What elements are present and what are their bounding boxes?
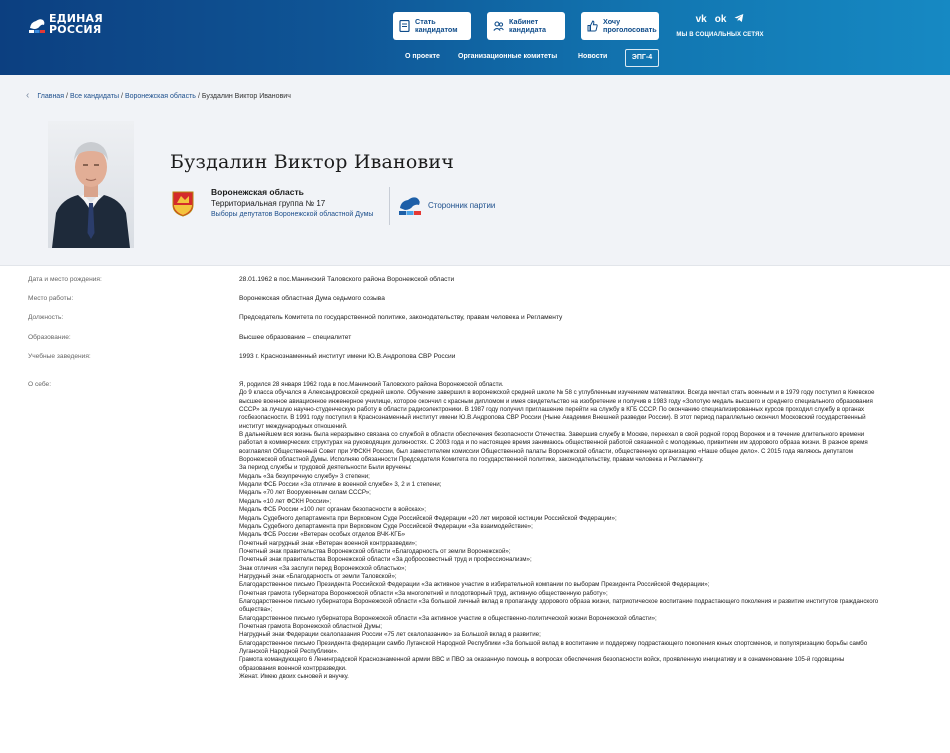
detail-key: Должность: bbox=[28, 314, 64, 321]
about-line: Почетная грамота Воронежской областной Думы; bbox=[239, 622, 382, 630]
detail-key: Дата и место рождения: bbox=[28, 276, 102, 283]
detail-key: Место работы: bbox=[28, 295, 74, 302]
vk-icon[interactable]: vk bbox=[695, 14, 707, 25]
region-coat-of-arms-icon bbox=[172, 191, 194, 217]
about-line: Почетный нагрудный знак «Ветеран военной контрразведки»; bbox=[239, 539, 417, 547]
about-line: Нагрудный знак Федерации скалолазания России «75 лет скалолазанию» за Большой вклад в развитие; bbox=[239, 631, 541, 639]
document-icon bbox=[399, 20, 410, 32]
about-text bbox=[239, 381, 879, 681]
about-line: Медаль «70 лет Вооруженным силам СССР»; bbox=[239, 489, 371, 497]
party-status bbox=[398, 194, 495, 216]
candidate-photo bbox=[48, 121, 134, 248]
users-icon bbox=[493, 20, 504, 32]
party-logo[interactable] bbox=[28, 12, 103, 38]
candidate-cabinet-label: Кабинет кандидата bbox=[509, 17, 546, 34]
divider bbox=[389, 187, 390, 225]
logo-line-2: РОССИЯ bbox=[49, 23, 102, 36]
want-to-vote-button[interactable] bbox=[581, 12, 659, 40]
detail-key: Образование: bbox=[28, 334, 71, 341]
breadcrumb: ‹ Главная / Все кандидаты / Воронежская область / Буздалин Виктор Иванович bbox=[26, 90, 291, 101]
want-to-vote-label: Хочу проголосовать bbox=[603, 17, 657, 34]
detail-value: 1993 г. Краснознаменный институт имени Ю.В.Андропова СВР России bbox=[239, 353, 456, 360]
about-line: До 9 класса обучался в Александровской средней школе. Обучение завершил в воронежской средней школе № 58 с углубленным изучением математики. Всегда мечтал стать военным и в 1979 году поступил в Киевское высшее военное авиационное инженерное училище, которое окончил с красным дипломом и имея свидетельство на изобретение и получив в 1983 году «Золотую медаль высшего и среднего специального образования СССР» за лучшую научно-студенческую работу в области радиоэлектроники. В 1987 году получил приглашение перейти на службу в КГБ СССР. По окончанию специализированных курсов проходил службу в органах госбезопасности. В 1991 году поступил в Краснознаменный институт имени Ю.В.Андропова СВР России (Ныне Академия Внешней разведки России). В этот период параллельно окончил Московский государственный институт международных отношений. bbox=[239, 389, 875, 430]
breadcrumb-region[interactable]: Воронежская область bbox=[124, 92, 196, 100]
about-line: За период службы и трудовой деятельности Были вручены: bbox=[239, 464, 412, 472]
about-line: Медали ФСБ России «За отличие в военной службе» 3, 2 и 1 степени; bbox=[239, 481, 442, 489]
site-header bbox=[0, 0, 950, 75]
party-status-label: Сторонник партии bbox=[428, 200, 496, 210]
nav-item-news[interactable]: Новости bbox=[578, 53, 608, 60]
candidate-name: Буздалин Виктор Иванович bbox=[170, 151, 455, 173]
about-line: Грамота командующего 6 Ленинградской Краснознаменной армии ВВС и ПВО за оказанную помощь в вопросах обеспечения безопасности войск, проявленную инициативу и в ознаменование 105-й годовщины образования военной контрразведки. bbox=[239, 656, 845, 672]
candidate-group: Территориальная группа № 17 bbox=[211, 199, 326, 208]
odnoklassniki-icon[interactable]: ok bbox=[714, 14, 727, 25]
bear-logo-icon bbox=[28, 14, 46, 34]
social-caption: МЫ В СОЦИАЛЬНЫХ СЕТЯХ bbox=[676, 32, 764, 38]
breadcrumb-current: Буздалин Виктор Иванович bbox=[201, 92, 291, 100]
candidate-election-link[interactable]: Выборы депутатов Воронежской областной Думы bbox=[211, 211, 374, 218]
back-chevron-icon[interactable]: ‹ bbox=[26, 90, 30, 101]
about-line: Нагрудный знак «Благодарность от земли Таловской»; bbox=[239, 572, 397, 580]
telegram-icon[interactable] bbox=[734, 13, 744, 27]
breadcrumb-home[interactable]: Главная bbox=[37, 92, 64, 100]
nav-item-committees[interactable]: Организационные комитеты bbox=[458, 53, 558, 60]
detail-value: 28.01.1962 в пос.Манинский Таловского района Воронежской области bbox=[239, 276, 455, 283]
about-line: Медаль «За безупречную службу» 3 степени; bbox=[239, 472, 370, 480]
become-candidate-button[interactable] bbox=[393, 12, 471, 40]
about-line: Почетный знак правительства Воронежской области «Благодарность от земли Воронежской»; bbox=[239, 547, 511, 555]
epg-button[interactable]: ЭПГ-4 bbox=[625, 49, 659, 67]
about-line: Благодарственное письмо Президента федерации самбо Луганской Народной Республики «За большой вклад в воспитание и поддержку подрастающего поколения юных спортсменов, и популяризацию борьбы самбо Луганской Народной Республики». bbox=[239, 639, 868, 655]
detail-key: О себе: bbox=[28, 381, 52, 388]
thumbs-up-icon bbox=[587, 20, 598, 32]
detail-value: Высшее образование – специалитет bbox=[239, 334, 352, 341]
about-line: Благодарственное письмо Президента Российской Федерации «За активное участие в избирательной компании по выборам Президента Российской Федерации»; bbox=[239, 581, 710, 589]
about-line: Медаль Судебного департамента при Верховном Суде Российской Федерации «20 лет мировой юстиции Российской Федерации»; bbox=[239, 514, 617, 522]
breadcrumb-all-candidates[interactable]: Все кандидаты bbox=[69, 92, 119, 100]
section-divider bbox=[0, 265, 950, 266]
detail-key: Учебные заведения: bbox=[28, 353, 91, 360]
main-nav bbox=[0, 49, 950, 67]
about-line: Знак отличия «За заслуги перед Воронежской областью»; bbox=[239, 564, 407, 572]
about-line: Женат. Имею двоих сыновей и внучку. bbox=[239, 673, 349, 681]
social-links bbox=[675, 14, 765, 38]
about-line: Почетная грамота губернатора Воронежской области «За многолетний и плодотворный труд, активную общественную работу»; bbox=[239, 589, 608, 597]
logo-line-1: ЕДИНАЯ bbox=[49, 12, 103, 25]
about-line: Почетный знак правительства Воронежской области «За добросовестный труд и профессионализм»; bbox=[239, 556, 532, 564]
about-line: Я, родился 28 января 1962 года в пос.Манинский Таловского района Воронежской области. bbox=[239, 381, 504, 388]
detail-value: Председатель Комитета по государственной политике, законодательству, правам человека и Регламенту bbox=[239, 314, 563, 321]
about-line: Благодарственное письмо губернатора Воронежской области «За большой личный вклад в пропаганду здорового образа жизни, патриотическое воспитание подрастающего поколения и развитие институтов гражданского общества»; bbox=[239, 597, 879, 614]
candidate-hero bbox=[0, 75, 950, 265]
about-line: Медаль ФСБ России «100 лет органам безопасности в войсках»; bbox=[239, 506, 426, 514]
about-line: Медаль ФСБ России «Ветеран особых отделов ВЧК-КГБ» bbox=[239, 531, 406, 539]
about-line: Медаль «10 лет ФСКН России»; bbox=[239, 497, 332, 505]
become-candidate-label: Стать кандидатом bbox=[415, 17, 458, 34]
detail-value: Воронежская областная Дума седьмого созыва bbox=[239, 295, 385, 302]
nav-item-about[interactable]: О проекте bbox=[405, 53, 440, 60]
about-line: Медаль Судебного департамента при Верховном Суде Российской Федерации «За взаимодействие»; bbox=[239, 522, 533, 530]
about-line: Благодарственное письмо губернатора Воронежской области «За активное участие в общественно-политической жизни Воронежской области»; bbox=[239, 614, 657, 622]
candidate-region: Воронежская область bbox=[211, 187, 304, 197]
about-line: В дальнейшем вся жизнь была неразрывно связана со службой в области обеспечения безопасности Отечества. Завершив службу в Москве, переехал в свой родной город Воронеж и в течение длительного времени работал в коммерческих структурах на руководящих должностях. С 2003 года и по настоящее время занимаюсь общественной работой связанной с молодежью, привитием им здорового образа жизни. В разное время возглавлял Общественный Совет при УФСКН России, был заместителем комиссии Общественной палаты Воронежской области, общественную организацию «Наше общее дело». С 2015 года являюсь депутатом Воронежской областной Думы. Исполняю обязанности Председателя Комитета по государственной политике, законодательству, правам человека и Регламенту. bbox=[239, 431, 868, 464]
party-bear-icon bbox=[398, 194, 422, 216]
candidate-cabinet-button[interactable] bbox=[487, 12, 565, 40]
